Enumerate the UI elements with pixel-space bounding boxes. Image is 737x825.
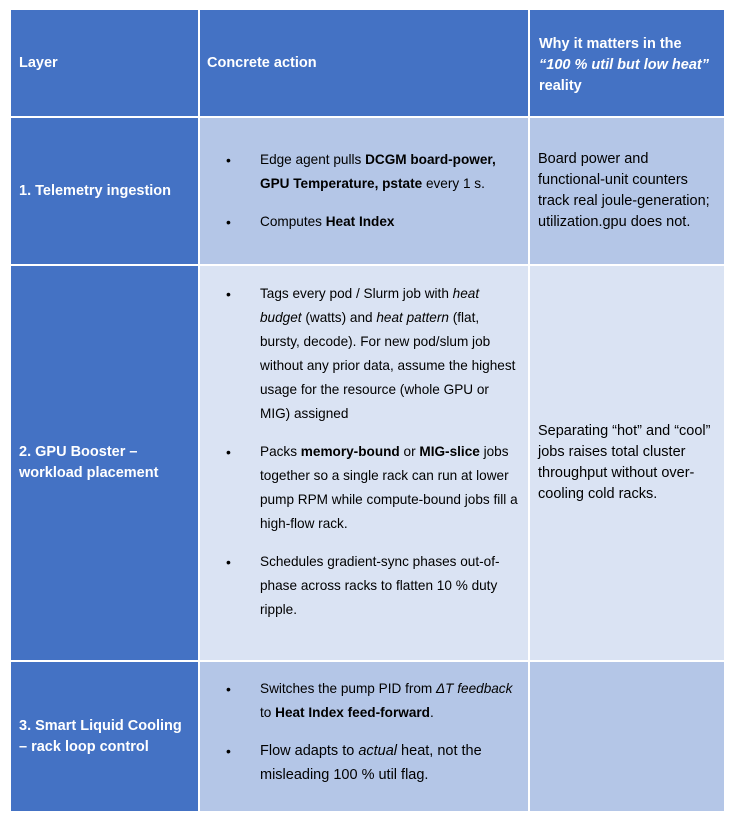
list-item: [200, 677, 518, 725]
bold-run: Heat Index feed-forward: [275, 705, 430, 720]
text-run: Schedules gradient-sync phases out-of-phase across racks to flatten 10 % duty ripple.: [260, 554, 500, 617]
row-1-why-text: Board power and functional-unit counters track real joule-generation; utilization.gpu does not.: [538, 151, 710, 230]
row-3-layer-label: 3. Smart Liquid Cooling – rack loop control: [19, 717, 182, 755]
row-1-layer: [11, 118, 200, 266]
row-2-layer-label: 2. GPU Booster – workload placement: [19, 444, 159, 481]
row-2-why: [530, 266, 724, 662]
row-2-action-list: [200, 266, 518, 622]
text-run: .: [429, 705, 434, 720]
text-run: to: [260, 705, 276, 720]
header-action-label: Concrete action: [207, 54, 317, 71]
text-run: Computes: [260, 214, 326, 229]
text-run: every 1 s.: [422, 176, 485, 191]
row-1-action-list: [200, 118, 518, 234]
text-run: Packs: [260, 444, 301, 459]
row-2-layer: [11, 266, 200, 662]
header-why-italic: “100 % util but low heat”: [539, 57, 709, 73]
row-3-layer: [11, 662, 200, 811]
italic-run: heat budget: [260, 286, 480, 325]
row-2-why-text: Separating “hot” and “cool” jobs raises total cluster throughput without over-cooling cold racks.: [538, 423, 711, 502]
header-action: [200, 10, 530, 118]
row-3-actions: [200, 662, 530, 811]
text-run: (watts) and: [301, 310, 377, 325]
list-item: [200, 148, 518, 196]
comparison-table: [11, 10, 724, 811]
text-run: Edge agent pulls: [260, 152, 366, 167]
row-2-actions: [200, 266, 530, 662]
text-run: or: [399, 444, 420, 459]
row-1-why: [530, 118, 724, 266]
list-item: [200, 282, 518, 426]
row-3-action-list: [200, 662, 518, 787]
bold-run: Heat Index: [325, 214, 395, 229]
text-run: jobs together so a single rack can run at lower pump RPM while compute-bound jobs fill a high-flow rack.: [260, 444, 518, 531]
text-run: (flat, bursty, decode). For new pod/slum job without any prior data, assume the highest usage for the resource (whole GPU or MIG) assigned: [260, 310, 516, 421]
header-why-prefix: Why it matters in the: [539, 36, 682, 52]
row-3-why: [530, 662, 724, 811]
text-run: Tags every pod / Slurm job with: [260, 286, 453, 301]
list-item: [200, 550, 518, 622]
header-layer: [11, 10, 200, 118]
text-run: Flow adapts to: [260, 743, 359, 759]
header-layer-label: Layer: [19, 54, 58, 71]
list-item: [200, 440, 518, 536]
row-1-layer-label: 1. Telemetry ingestion: [19, 182, 172, 199]
italic-run: ΔT feedback: [436, 681, 513, 696]
bold-run: MIG-slice: [419, 444, 480, 459]
text-run: heat, not the misleading 100 % util flag.: [260, 743, 482, 783]
list-item: [200, 739, 518, 787]
list-item: [200, 210, 518, 234]
italic-run: actual: [358, 743, 398, 759]
bold-run: memory-bound: [300, 444, 400, 459]
row-1-actions: [200, 118, 530, 266]
header-why: [530, 10, 724, 118]
header-why-suffix: reality: [539, 78, 582, 94]
text-run: Switches the pump PID from: [260, 681, 437, 696]
bold-run: DCGM board-power, GPU Temperature, pstate: [260, 152, 496, 191]
italic-run: heat pattern: [376, 310, 449, 325]
